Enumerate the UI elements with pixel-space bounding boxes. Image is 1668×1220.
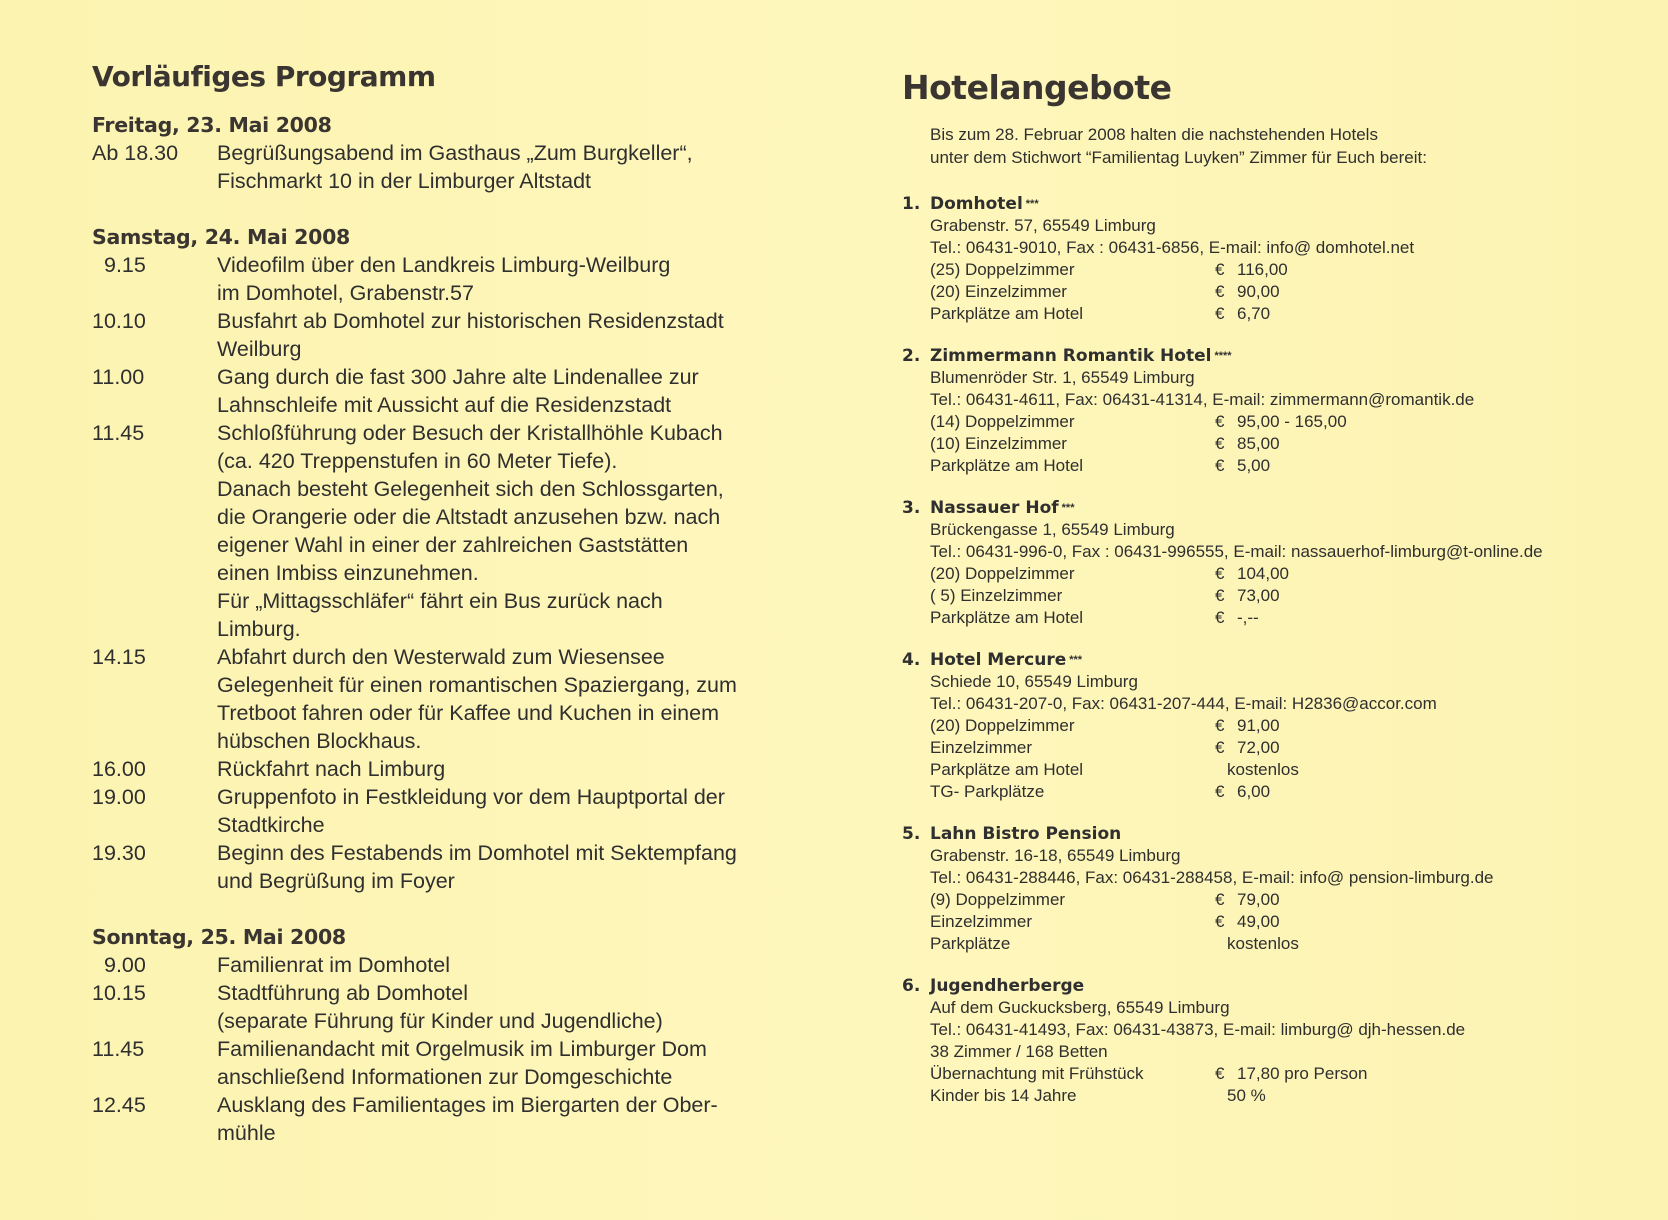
entry-time: 19.00 <box>92 785 146 809</box>
price-row <box>930 411 1642 433</box>
hotel-contact: Tel.: 06431-996-0, Fax : 06431-996555, E-mail: nassauerhof-limburg@t-online.de <box>930 542 1543 561</box>
entry-text: Videofilm über den Landkreis Limburg-Weilburg im Domhotel, Grabenstr.57 <box>217 253 671 305</box>
price-value: 6,00 <box>1237 782 1271 801</box>
program-days <box>92 111 812 1147</box>
price-value: 95,00 - 165,00 <box>1237 412 1347 431</box>
price-value: 49,00 <box>1237 912 1280 931</box>
entry-text: Abfahrt durch den Westerwald zum Wiesensee Gelegenheit für einen romantischen Spaziergang, zum Tretboot fahren oder für Kaffee und Kuchen in einem hübschen Blockhaus. <box>217 645 737 753</box>
hotel-name: Zimmermann Romantik Hotel <box>930 346 1212 366</box>
entry-time: 11.45 <box>92 421 145 445</box>
price-row <box>930 933 1642 955</box>
hotel-contact: Tel.: 06431-9010, Fax : 06431-6856, E-mail: info@ domhotel.net <box>930 238 1415 257</box>
hotel-address: Brückengasse 1, 65549 Limburg <box>930 520 1175 539</box>
hotel-number: 5. <box>902 824 921 844</box>
hotel-header <box>902 497 1642 519</box>
hotel-header <box>902 345 1642 367</box>
entry-text: Familienrat im Domhotel <box>217 953 450 977</box>
hotel-address: Auf dem Guckucksberg, 65549 Limburg <box>930 998 1230 1017</box>
price-label: Kinder bis 14 Jahre <box>930 1086 1077 1105</box>
currency-symbol: € <box>1215 782 1225 801</box>
price-row <box>930 1085 1642 1107</box>
day-heading: Samstag, 24. Mai 2008 <box>92 225 350 249</box>
entry-time: 9.15 <box>104 253 146 277</box>
price-row <box>930 259 1642 281</box>
hotel-entry <box>902 975 1642 1107</box>
price-label: Einzelzimmer <box>930 912 1033 931</box>
price-value: 91,00 <box>1237 716 1280 735</box>
price-value: 116,00 <box>1237 260 1288 279</box>
currency-symbol: € <box>1215 434 1225 453</box>
price-row <box>930 911 1642 933</box>
entry-text: Schloßführung oder Besuch der Kristallhöhle Kubach (ca. 420 Treppenstufen in 60 Meter Tiefe). Danach besteht Gelegenheit sich den Schlossgarten, die Orangerie oder die Altstadt anzusehen bzw. nach eigener Wahl in einer der zahlreichen Gaststätten einen Imbiss einzunehmen. Für „Mittagsschläfer“ fährt ein Bus zurück nach Limburg. <box>217 421 724 641</box>
price-label: Parkplätze am Hotel <box>930 456 1084 475</box>
entry-text: Beginn des Festabends im Domhotel mit Sektempfang und Begrüßung im Foyer <box>217 841 737 893</box>
price-label: (20) Einzelzimmer <box>930 282 1067 301</box>
currency-symbol: € <box>1215 456 1225 475</box>
hotel-stars: *** <box>1069 654 1083 666</box>
hotel-header <box>902 193 1642 215</box>
hotel-contact: Tel.: 06431-207-0, Fax: 06431-207-444, E-mail: H2836@accor.com <box>930 694 1437 713</box>
price-label: (25) Doppelzimmer <box>930 260 1075 279</box>
hotel-stars: *** <box>1025 198 1039 210</box>
hotel-number: 1. <box>902 194 921 214</box>
hotel-header <box>902 823 1642 845</box>
hotel-entry <box>902 649 1642 803</box>
entry-time: 19.30 <box>92 841 146 865</box>
currency-symbol: € <box>1215 304 1225 323</box>
currency-symbol: € <box>1215 564 1225 583</box>
entry-time: 10.15 <box>92 981 146 1005</box>
hotel-number: 6. <box>902 976 921 996</box>
hotel-address: Grabenstr. 16-18, 65549 Limburg <box>930 846 1181 865</box>
hotels-column <box>902 68 1642 1127</box>
hotel-number: 3. <box>902 498 921 518</box>
price-value: 5,00 <box>1237 456 1271 475</box>
price-label: TG- Parkplätze <box>930 782 1045 801</box>
price-row <box>930 303 1642 325</box>
hotel-contact: Tel.: 06431-4611, Fax: 06431-41314, E-mail: zimmermann@romantik.de <box>930 390 1475 409</box>
currency-symbol: € <box>1215 890 1225 909</box>
price-label: Parkplätze am Hotel <box>930 760 1084 779</box>
program-entry <box>92 139 812 195</box>
price-row <box>930 759 1642 781</box>
price-label: (20) Doppelzimmer <box>930 716 1075 735</box>
price-label: Übernachtung mit Frühstück <box>930 1064 1144 1083</box>
program-column <box>92 60 812 1175</box>
program-title: Vorläufiges Programm <box>92 60 436 93</box>
entry-text: Ausklang des Familientages im Biergarten der Ober- mühle <box>217 1093 718 1145</box>
program-day <box>92 923 812 1147</box>
hotel-entry <box>902 823 1642 955</box>
price-label: (9) Doppelzimmer <box>930 890 1066 909</box>
hotel-number: 4. <box>902 650 921 670</box>
price-value: 104,00 <box>1237 564 1289 583</box>
currency-symbol: € <box>1215 282 1225 301</box>
price-value: 50 % <box>1227 1086 1266 1105</box>
entry-time: 14.15 <box>92 645 146 669</box>
hotel-header <box>902 975 1642 997</box>
program-entry <box>92 783 812 839</box>
currency-symbol: € <box>1215 608 1225 627</box>
entry-text: Begrüßungsabend im Gasthaus „Zum Burgkeller“, Fischmarkt 10 in der Limburger Altstadt <box>217 141 693 193</box>
price-label: ( 5) Einzelzimmer <box>930 586 1063 605</box>
price-label: (10) Einzelzimmer <box>930 434 1067 453</box>
price-row <box>930 737 1642 759</box>
price-label: Parkplätze <box>930 934 1011 953</box>
program-day <box>92 111 812 195</box>
program-entry <box>92 363 812 419</box>
program-entry <box>92 979 812 1035</box>
entry-time: 11.45 <box>92 1037 145 1061</box>
program-entry <box>92 951 812 979</box>
currency-symbol: € <box>1215 912 1225 931</box>
hotels-title: Hotelangebote <box>902 68 1172 107</box>
price-value: 90,00 <box>1237 282 1280 301</box>
hotel-name: Jugendherberge <box>930 976 1085 996</box>
price-label: Einzelzimmer <box>930 738 1033 757</box>
program-entry <box>92 643 812 755</box>
currency-symbol: € <box>1215 586 1225 605</box>
program-entry <box>92 251 812 307</box>
entry-time: 11.00 <box>92 365 145 389</box>
program-day <box>92 223 812 895</box>
entry-time: 12.45 <box>92 1093 146 1117</box>
entry-time: 9.00 <box>104 953 146 977</box>
price-value: 85,00 <box>1237 434 1280 453</box>
price-row <box>930 281 1642 303</box>
hotel-stars: **** <box>1214 350 1232 362</box>
price-row <box>930 889 1642 911</box>
price-value: -,-- <box>1237 608 1259 627</box>
hotel-entry <box>902 345 1642 477</box>
price-row <box>930 563 1642 585</box>
program-entry <box>92 755 812 783</box>
program-entry <box>92 419 812 643</box>
price-value: 6,70 <box>1237 304 1271 323</box>
currency-symbol: € <box>1215 738 1225 757</box>
entry-text: Busfahrt ab Domhotel zur historischen Residenzstadt Weilburg <box>217 309 724 361</box>
price-row <box>930 1063 1642 1085</box>
entry-text: Rückfahrt nach Limburg <box>217 757 446 781</box>
price-row <box>930 585 1642 607</box>
currency-symbol: € <box>1215 260 1225 279</box>
price-value: 79,00 <box>1237 890 1280 909</box>
hotel-contact: Tel.: 06431-41493, Fax: 06431-43873, E-mail: limburg@ djh-hessen.de <box>930 1020 1466 1039</box>
entry-time: 10.10 <box>92 309 146 333</box>
price-row <box>930 607 1642 629</box>
hotel-contact: Tel.: 06431-288446, Fax: 06431-288458, E-mail: info@ pension-limburg.de <box>930 868 1494 887</box>
hotel-name: Nassauer Hof <box>930 498 1059 518</box>
entry-text: Gruppenfoto in Festkleidung vor dem Hauptportal der Stadtkirche <box>217 785 725 837</box>
program-entry <box>92 1035 812 1091</box>
price-value: kostenlos <box>1227 934 1299 953</box>
price-label: Parkplätze am Hotel <box>930 608 1084 627</box>
hotel-address: Grabenstr. 57, 65549 Limburg <box>930 216 1156 235</box>
intro-line: unter dem Stichwort “Familientag Luyken” Zimmer für Euch bereit: <box>930 148 1427 167</box>
hotel-header <box>902 649 1642 671</box>
hotel-address: Schiede 10, 65549 Limburg <box>930 672 1138 691</box>
hotel-entry <box>902 193 1642 325</box>
currency-symbol: € <box>1215 412 1225 431</box>
currency-symbol: € <box>1215 1064 1225 1083</box>
hotel-number: 2. <box>902 346 921 366</box>
hotel-name: Lahn Bistro Pension <box>930 824 1122 844</box>
price-value: 72,00 <box>1237 738 1280 757</box>
hotel-name: Hotel Mercure <box>930 650 1067 670</box>
hotel-capacity: 38 Zimmer / 168 Betten <box>930 1042 1108 1061</box>
hotel-address: Blumenröder Str. 1, 65549 Limburg <box>930 368 1195 387</box>
hotels-intro <box>930 123 1642 169</box>
hotel-stars: *** <box>1061 502 1075 514</box>
program-entry <box>92 307 812 363</box>
price-row <box>930 433 1642 455</box>
price-row <box>930 781 1642 803</box>
program-entry <box>92 1091 812 1147</box>
entry-text: Familienandacht mit Orgelmusik im Limburger Dom anschließend Informationen zur Domgeschichte <box>217 1037 707 1089</box>
price-label: (20) Doppelzimmer <box>930 564 1075 583</box>
day-heading: Sonntag, 25. Mai 2008 <box>92 925 346 949</box>
price-label: Parkplätze am Hotel <box>930 304 1084 323</box>
hotel-entry <box>902 497 1642 629</box>
entry-time: Ab 18.30 <box>92 141 179 165</box>
price-label: (14) Doppelzimmer <box>930 412 1075 431</box>
entry-text: Gang durch die fast 300 Jahre alte Lindenallee zur Lahnschleife mit Aussicht auf die Residenzstadt <box>217 365 699 417</box>
price-value: 73,00 <box>1237 586 1280 605</box>
price-row <box>930 455 1642 477</box>
day-heading: Freitag, 23. Mai 2008 <box>92 113 332 137</box>
price-value: kostenlos <box>1227 760 1299 779</box>
price-row <box>930 715 1642 737</box>
entry-text: Stadtführung ab Domhotel (separate Führung für Kinder und Jugendliche) <box>217 981 663 1033</box>
entry-time: 16.00 <box>92 757 146 781</box>
hotel-list <box>902 193 1642 1107</box>
hotel-name: Domhotel <box>930 194 1023 214</box>
price-value: 17,80 pro Person <box>1237 1064 1368 1083</box>
program-entry <box>92 839 812 895</box>
currency-symbol: € <box>1215 716 1225 735</box>
intro-line: Bis zum 28. Februar 2008 halten die nachstehenden Hotels <box>930 125 1378 144</box>
